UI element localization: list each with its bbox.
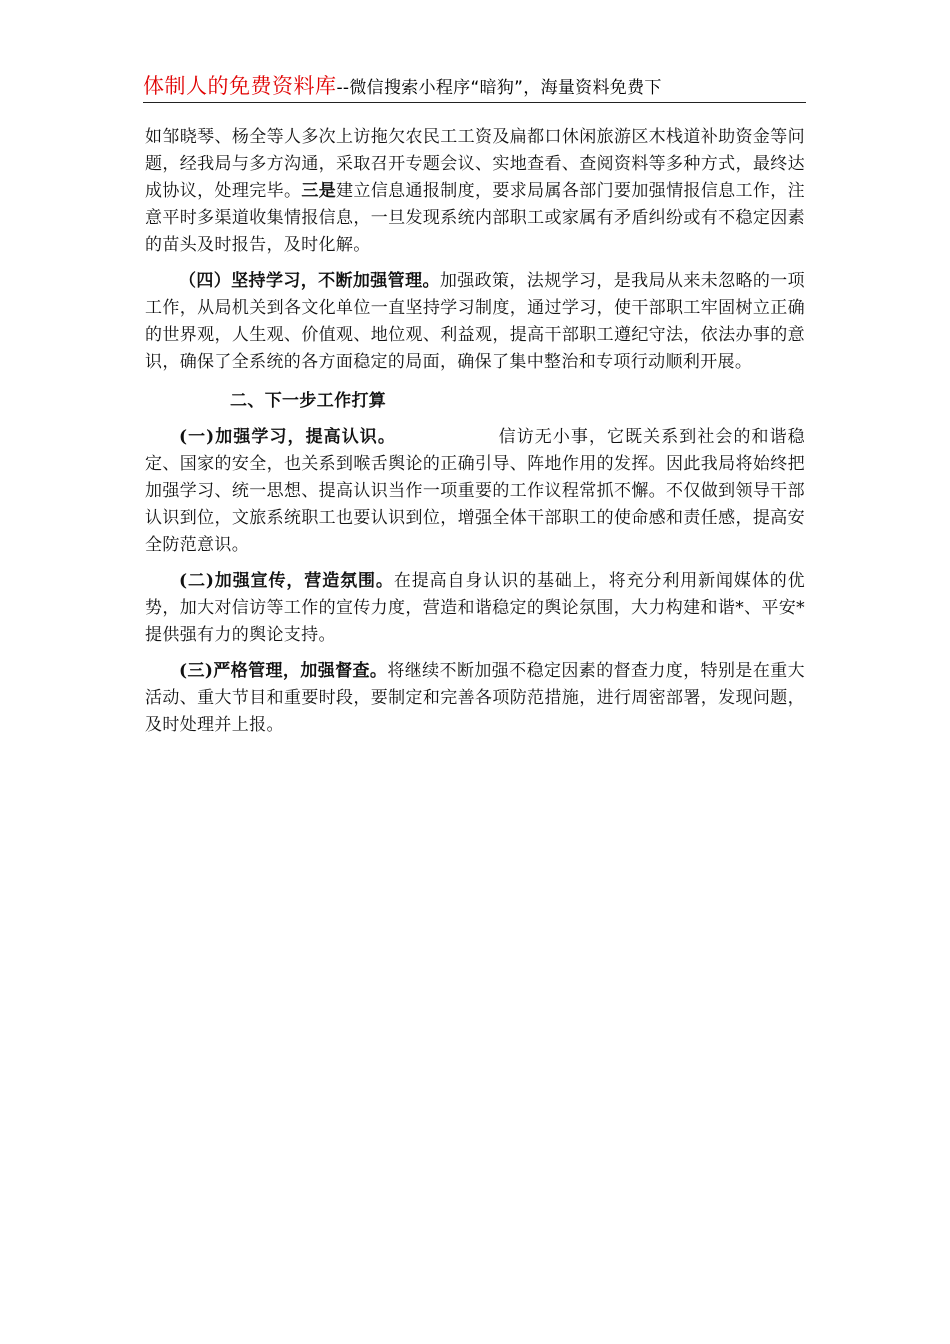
paragraph-plan-2 (145, 568, 805, 649)
paragraph-heading: (三)严格管理，加强督查。 (179, 661, 388, 681)
paragraph-heading: （四）坚持学习，不断加强管理。 (179, 271, 440, 291)
paragraph-section-4 (145, 268, 805, 376)
paragraph-plan-1 (145, 424, 805, 559)
header-slogan: --微信搜索小程序“暗狗”，海量资料免费下 (336, 78, 662, 98)
paragraph-text: 如邹晓琴、杨全等人多次上访拖欠农民工工资及扁都口休闲旅游区木栈道补助资金等问题，经我局与多方沟通，采取召开专题会议、实地查看、查阅资料等多种方式，最终达成协议，处理完毕。 (145, 127, 805, 201)
paragraph-bold-lead: 三是 (301, 181, 337, 201)
paragraph-continuation (145, 124, 805, 259)
paragraph-text: 在提高自身认识的基础上，将充分利用新闻媒体的优势，加大对信访等工作的宣传力度，营造和谐稳定的舆论氛围，大力构建和谐*、平安*提供强有力的舆论支持。 (145, 571, 805, 645)
header-brand: 体制人的免费资料库 (143, 74, 337, 98)
paragraph-text: 信访无小事，它既关系到社会的和谐稳定、国家的安全，也关系到喉舌舆论的正确引导、阵地作用的发挥。因此我局将始终把加强学习、统一思想、提高认识当作一项重要的工作议程常抓不懈。不仅做到领导干部认识到位，文旅系统职工也要认识到位，增强全体干部职工的使命感和责任感，提高安全防范意识。 (145, 427, 806, 555)
paragraph-plan-3 (145, 658, 805, 739)
document-body (145, 124, 805, 739)
paragraph-heading: (二)加强宣传，营造氛围。 (179, 571, 394, 591)
paragraph-text: 加强政策，法规学习，是我局从来未忽略的一项工作，从局机关到各文化单位一直坚持学习制度，通过学习，使干部职工牢固树立正确的世界观，人生观、价值观、地位观、利益观，提高干部职工遵纪守法，依法办事的意识，确保了全系统的各方面稳定的局面，确保了集中整治和专项行动顺利开展。 (145, 271, 806, 372)
paragraph-text: 将继续不断加强不稳定因素的督查力度，特别是在重大活动、重大节目和重要时段，要制定和完善各项防范措施，进行周密部署，发现问题，及时处理并上报。 (145, 661, 805, 735)
paragraph-text: 建立信息通报制度，要求局属各部门要加强情报信息工作，注意平时多渠道收集情报信息，一旦发现系统内部职工或家属有矛盾纠纷或有不稳定因素的苗头及时报告，及时化解。 (145, 181, 806, 255)
section-heading: 二、下一步工作打算 (230, 391, 387, 411)
paragraph-heading: (一)加强学习，提高认识。 (179, 427, 396, 447)
page-header (143, 70, 806, 103)
